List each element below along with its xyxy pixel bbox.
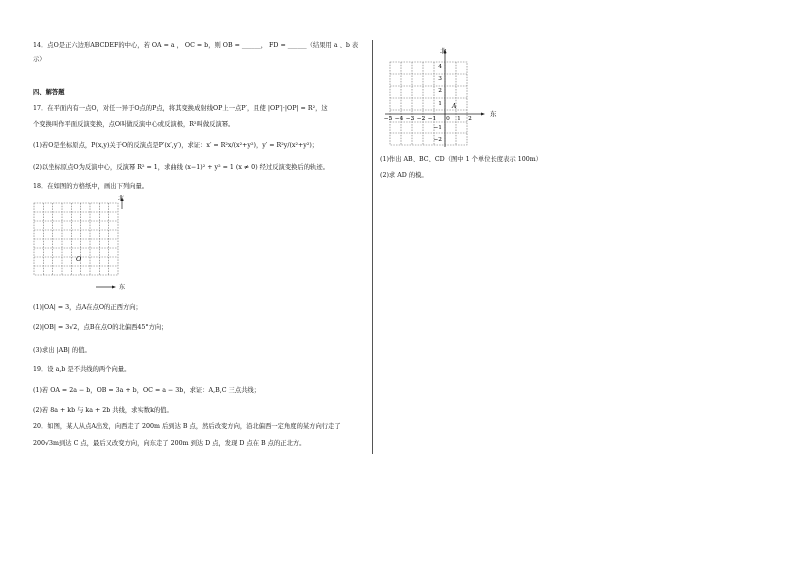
- q19-part2: (2)若 8a + kb 与 ka + 2b 共线，求实数k的值。: [33, 407, 173, 414]
- section-title: 四、解答题: [33, 89, 65, 96]
- y-tick: 3: [438, 76, 442, 82]
- q18-grid-figure: [33, 195, 138, 293]
- x-tick: −1: [427, 116, 437, 122]
- y-tick: −1: [433, 125, 442, 131]
- q20-axis-figure: [380, 42, 505, 150]
- q20-part1: (1)作出 AB、BC、CD（图中 1 个单位长度表示 100m）: [380, 156, 542, 163]
- x-tick: 1: [457, 116, 461, 122]
- q14-line2: 示）: [33, 56, 46, 63]
- q18-part1: (1)|OA| = 3，点A在点O的正西方向；: [33, 304, 142, 311]
- q17-line2: 个变换叫作平面反演变换，点O叫做反演中心或反演极，R²叫做反演幂。: [33, 121, 235, 128]
- q18-origin-label: O: [76, 255, 82, 263]
- q17-part2: (2)以坐标原点O为反演中心，反演幂 R² = 1，求曲线 (x−1)² + y² = 1 (x ≠ 0) 经过反演变换后的轨迹。: [33, 164, 329, 171]
- x-tick: −3: [405, 116, 415, 122]
- axis-east-label: 东: [490, 110, 497, 118]
- q18-intro: 18．在如图的方格纸中，画出下列向量。: [33, 183, 149, 190]
- q18-part2: (2)|OB| = 3√2，点B在点O的北偏西45°方向；: [33, 324, 168, 331]
- y-tick: 2: [438, 88, 442, 94]
- q20-line2: 200√3m到达 C 点，最后又改变方向，向东走了 200m 到达 D 点，发现 D 点在 B 点的正北方。: [33, 440, 306, 447]
- x-tick: 2: [468, 116, 472, 122]
- x-axis-arrowhead: [481, 113, 485, 116]
- q18-east-label: 东: [119, 284, 126, 291]
- q20-line1: 20．如图，某人从点A出发，向西走了 200m 后到达 B 点，然后改变方向，沿北偏西一定角度的某方向行走了: [33, 423, 341, 430]
- q18-part3: (3)求出 |AB| 的值。: [33, 347, 91, 354]
- q17-line1: 17．在平面内有一点O，对任一异于O点的P点，将其变换成射线OP上一点P′，且使 |OP′|·|OP| = R²，这: [33, 105, 328, 112]
- q19-part1: (1)若 OA = 2a − b，OB = 3a + b，OC = a − 3b，求证：A,B,C 三点共线；: [33, 387, 261, 394]
- y-tick: 1: [438, 101, 442, 107]
- q14-line1: 14．点O是正六边形ABCDEF的中心，若 OA = a ， OC = b，则 OB = ______， FD = ______（结果用 a 、b 表: [33, 42, 359, 49]
- q20-part2: (2)求 AD 的模。: [380, 172, 428, 179]
- x-tick: −5: [383, 116, 393, 122]
- y-tick: −2: [433, 137, 442, 143]
- column-divider: [372, 40, 373, 454]
- point-a-label: A: [452, 103, 457, 110]
- axis-north-label: 北: [440, 47, 447, 55]
- x-tick: 0: [446, 116, 450, 122]
- q18-north-label: 北: [118, 195, 125, 202]
- east-arrowhead: [112, 286, 116, 289]
- q19-intro: 19．设 a,b 是不共线的两个向量。: [33, 366, 131, 373]
- x-tick: −2: [416, 116, 426, 122]
- x-tick: −4: [394, 116, 404, 122]
- q17-part1: (1)若O是坐标原点，P(x,y)关于O的反演点是P′(x′,y′)，求证：x′ = R²x/(x²+y²)，y′ = R²y/(x²+y²)；: [33, 142, 319, 149]
- y-tick: 4: [438, 64, 442, 70]
